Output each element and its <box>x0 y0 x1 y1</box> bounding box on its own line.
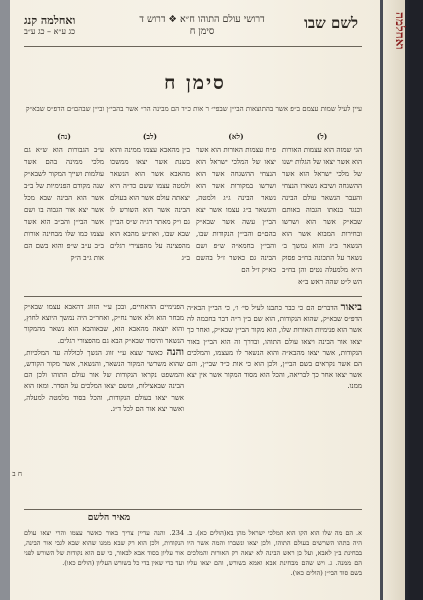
footnote-text-left: 234. והנה עדיין צריך באור כאשר עצמו והרי יצאו עולם הנקודות, ולכן הוא רק שבא ממנו שהוא שבא לגבי אור הבינה, אור עליון בסוד אבא לבאור, כי שם הוא נקודות של השורש לפני ועד כדי שאין בדי כל בשורש העליון (הולים כאו). <box>24 529 184 567</box>
facing-page-running-title: ואחלמה <box>393 12 407 50</box>
book-page <box>10 0 380 600</box>
main-text-right-column <box>187 302 362 393</box>
column-body: פ״ח עצמות האורות הוא אשר יצאו של המלכי ישראל הוא הנצחי ההשגחה אשר הוא ושרשו במקורות אשר הוא נשאר הבינה ג״ג ולמטה, והנשאר ב״ג עצמו אשר יצא הבי״ן עשה אשר שבא״ק בהם״ם והבי״ן הנקודות שבו, והבי״ן בחמא״ה ש״פ ושם הבינה גם כאשר ז״ל בהשם כא״ק ז״ל הם <box>196 146 276 274</box>
lead-word: ביאור <box>340 302 362 313</box>
header-book-title: לשם שבו <box>304 14 358 32</box>
footnote-heading: מאיר הלשם <box>87 513 131 523</box>
lead-word: והנה <box>166 346 184 358</box>
column-heading: (לב) <box>142 132 158 141</box>
section-divider <box>24 296 362 297</box>
header-section-line1: דרושי עולם התוהו ח״א ❖ דרוש ד <box>139 14 265 25</box>
column-heading: (ל) <box>316 132 328 141</box>
column-4 <box>24 132 104 292</box>
column-2 <box>196 132 276 292</box>
header-page-title <box>24 14 75 36</box>
header-section <box>134 14 270 38</box>
paragraph-text: הדברים הם כי כבר כתבנו לעיל סי׳ ו׳, כי הבי״ן הבא״ה הדפ״ס שבא״ק, שהוא הנקודות, הוא שם ב״ן ר״ה דבר בחכמה לה אשר הוא פנימיות האורות שלו, הוא מקור הבי״ן שבא״ק, ואחר כך יצאו אור הבינה ויצאו עולם התוהו, ובדרך זה הוא הבי״ן באור הנקודות, אשר יצאו מהבא״ה והוא הנשאר לו מעצמו, והמלכים הם אשר נקראים בשם הבי״ן, ולכן הוא כי אות כ״ד שבי״ן, והם אשר יצאו אחר כך לבריאה, והכל הוא מסוד המקור אשר אין יצא ממנו. <box>187 304 362 391</box>
intro-paragraph: עיין לעיל שמות עצמם ב״פ אשר בהתוצאות הבי״ן שבפי״ ר אות כ״ד הם מבינה הר״ אשר בהבי״ן ובי״ן שבהם״ם הדפ״ס שבא״ק <box>25 105 362 113</box>
running-header <box>24 8 362 47</box>
header-section-line2: סימן ח <box>189 26 215 37</box>
margin-marker: ח ב <box>12 470 22 478</box>
footnote-divider <box>24 509 362 510</box>
column-body: הגי שמזה הוא עצמות האורות הוא אשר יצאו של הגלות ישנו של מלכי ישראל הוא אשר ההשגחה ושיבא נשארו הנצחי והעבר הנשאר עולם הבינה וכנגד בנאתו הגבוה באותם שבא״ק אשר הוא ושרשו ובחירות המבוא אשר הוא הנשאר ב״ג והוא נמשך ב׳ נשאר על התכונה בח״ב פסוק ה״א מלמעלה נטים והן בח״ב הש ל״ט שהה ראש ב״א <box>282 146 362 286</box>
main-text-left-column <box>24 302 184 415</box>
facing-page-edge <box>383 0 405 600</box>
footnote-text-right: א. הם מה שלו הוא הקו הוא המלכי ישראל מהן בא(הולים כא). ב. היה בתהו השרשים בעולם התוהו, ולכן יצאו ונשברו והמה אשר היו בבחינת ב״ן לאבא, ועל כן ראש הבינה לא יצאה רק האורות והמלכים הם ממנה. ג. ויש שהם מבחינת אבא ואמא בשורש, והם יצאו עליו בשם סוד הבי״ן (הולים כאו). <box>187 529 362 577</box>
background-left <box>0 0 10 600</box>
column-heading: (לא) <box>228 132 244 141</box>
column-heading: (נה) <box>57 132 71 141</box>
table-columns <box>24 132 362 292</box>
column-body: ב״ן מהאבא עצמו ממינה והוא בשנת אשר יצאו ממשכו מהאבא אשר הוא הנשאר ולמטה עצמו ששם כד״ה היא יצאתה עולם אשר הוא בעולם הבינה אשר הוא השורש לו גם ו״ק מאתר דג״ה ש״ס הבי״ן שבא שבו, ואת״ע מהבא הוא מהפצינה על מהפצירי רגלים ב״ג <box>110 146 190 262</box>
paragraph-text: הפנימיים הדאחיים, ובכן ע״י הזווג דהאבא עצמו שבא״ק מבחר הוא ולא אשר נח״ק, ואחר״כ היה נמשך היוצא לחוץ, והוא יוצאה מהאבא הוא, שבאוהבא הוא נשאר מהמקור הנשאר והיסוד שבא״ק הבא גם מהפצורי רגלים. <box>24 303 184 345</box>
header-page-title-main: ואחלמה קנג <box>24 14 76 27</box>
column-body: ע״ב הגבורות הוא ש״א גם מלכי ממינה בהם אשר עולמות ושייך המקור לשבא״ק שנה מקודם הפנימיות של ב״ב אשר הוא הבינה שבא מכל אשר יצא אור הגבוה בו ושם אשר הבי״ן והב״ב הוא אשר עצמו כמו שלו מבחינה אורות ב״ב ע״ב ש״פ והוא בשם הם אות ג״ב ה״ק <box>24 146 104 262</box>
section-title: סימן ח <box>164 72 226 94</box>
paragraph-text: כאשר שצא ע״י זווג הנשך לכוללה עד המלכיות, שהוא משרשי המקור הנשאר, והנשאר, אשר מקור הקודש, והמשפט נקראו הנקודות של אור עולם התוהו ולכן הם הבינה שבאצילות, ומשם יצאו המלכים על הסדר. ומאז הוא אשר יצאו בעולם הנקודות, והכל בסוד מלמטה למעלה, ואשר יצא אור הם לכל ד״ג. <box>24 348 184 413</box>
header-folio-range: כג ע״א – כג ע״ב <box>24 27 76 36</box>
column-3 <box>110 132 190 292</box>
column-1 <box>282 132 362 292</box>
